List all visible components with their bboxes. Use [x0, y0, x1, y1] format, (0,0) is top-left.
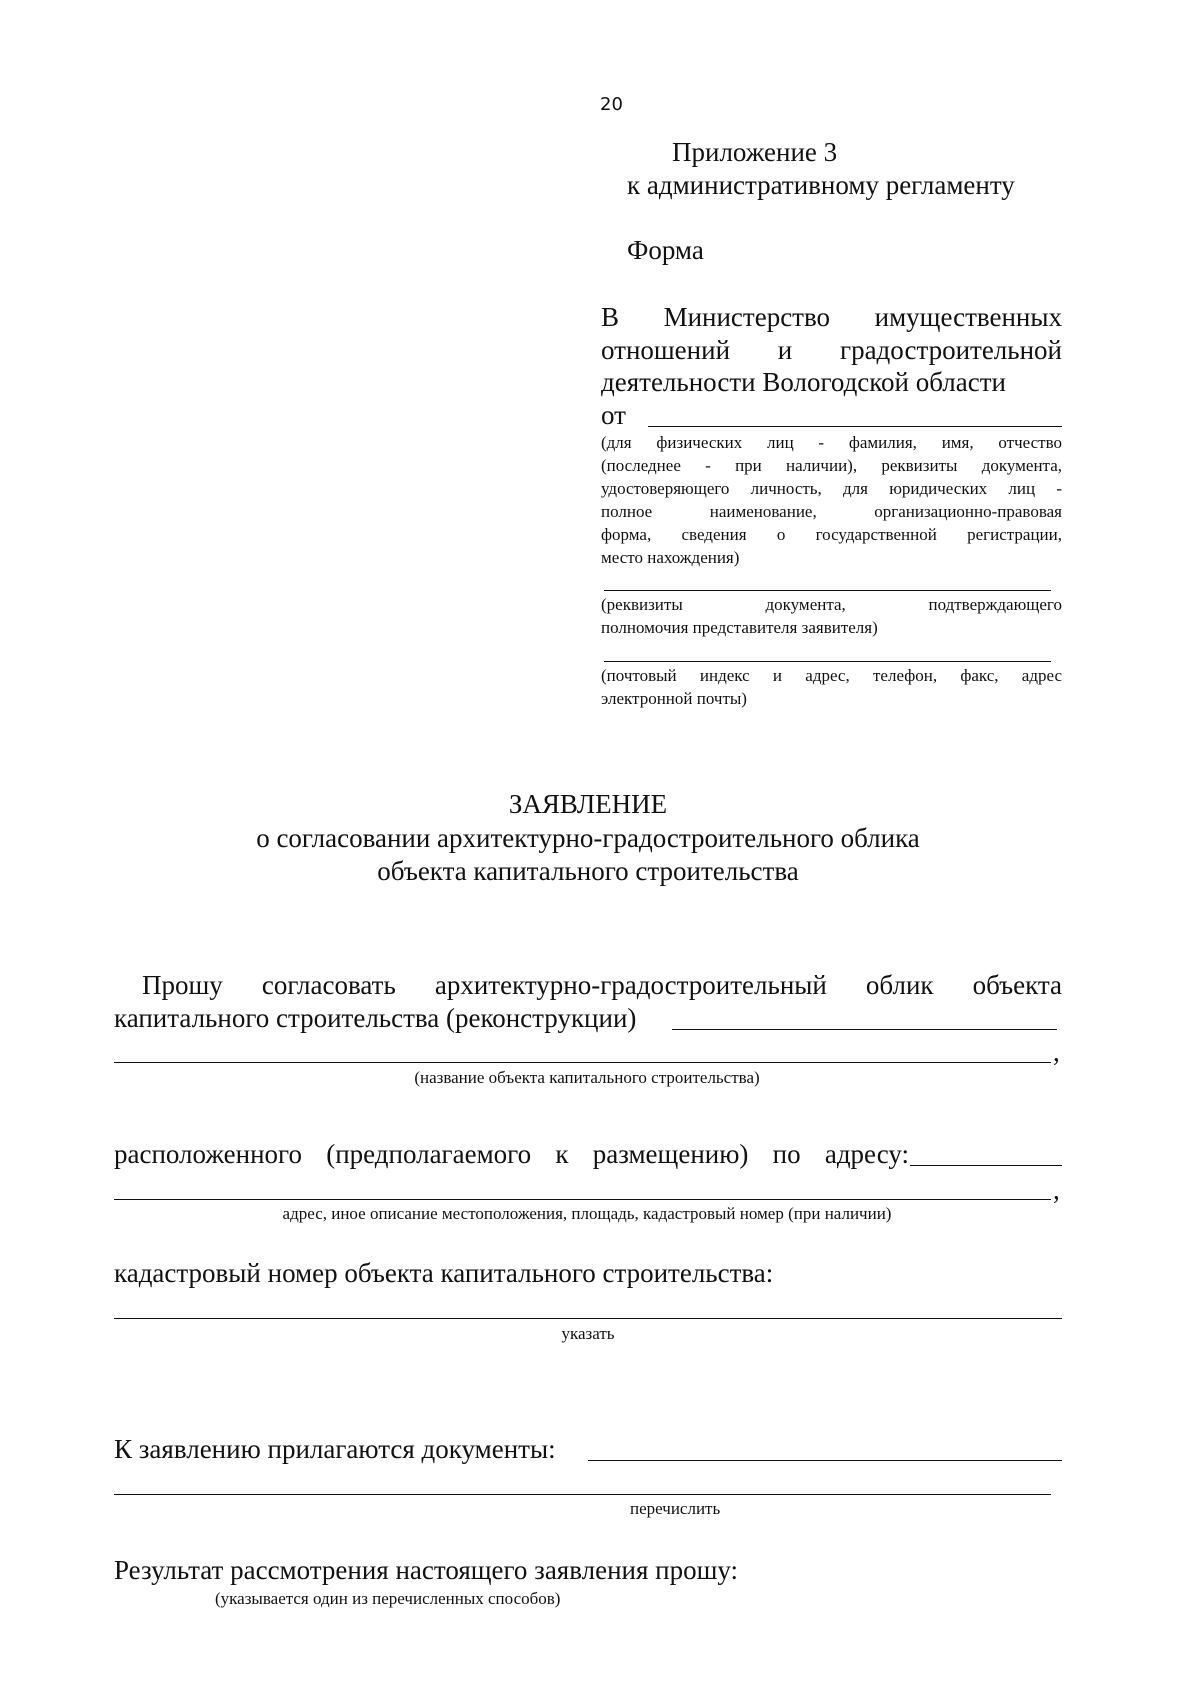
hint-contacts	[601, 664, 1062, 710]
request-line-1: Прошу согласовать архитектурно-градостроительный облик объекта	[142, 970, 1062, 1000]
documents-hint: перечислить	[630, 1499, 721, 1518]
result-hint: (указывается один из перечисленных способов)	[215, 1589, 561, 1608]
hint-representative	[601, 593, 1062, 639]
appendix-title: Приложение 3	[672, 137, 838, 167]
address-line: расположенного (предполагаемого к размещению) по адресу:	[114, 1139, 909, 1169]
addressee-line-2: отношений и градостроительной	[601, 335, 1062, 365]
cadastral-line: кадастровый номер объекта капитального строительства:	[114, 1258, 774, 1288]
hint-applicant-line: место нахождения)	[601, 548, 740, 567]
cadastral-hint: указать	[561, 1324, 615, 1343]
statement-heading: ЗАЯВЛЕНИЕ	[508, 789, 668, 819]
addressee-line-3: деятельности Вологодской области	[601, 367, 1006, 397]
hint-applicant	[601, 431, 1062, 569]
object-name-hint: (название объекта капитального строительства)	[414, 1068, 760, 1087]
statement-subheading-1: о согласовании архитектурно-градостроительного облика	[256, 823, 920, 853]
from-label: от	[601, 400, 626, 430]
from-field-line[interactable]	[648, 426, 1062, 427]
result-line: Результат рассмотрения настоящего заявления прошу:	[114, 1555, 739, 1585]
comma: ,	[1053, 1037, 1060, 1067]
hint-applicant-line: полное наименование, организационно-правовая	[601, 502, 1062, 521]
address-field-line-1[interactable]	[910, 1165, 1062, 1166]
hint-representative-line: (реквизиты документа, подтверждающего	[601, 595, 1062, 614]
hint-representative-line: полномочия представителя заявителя)	[601, 618, 878, 637]
hint-applicant-line: удостоверяющего личность, для юридических лиц -	[601, 479, 1062, 498]
documents-field-line-1[interactable]	[588, 1460, 1062, 1461]
hint-contacts-line: электронной почты)	[601, 689, 747, 708]
object-name-field-line-1[interactable]	[672, 1029, 1057, 1030]
comma: ,	[1053, 1175, 1060, 1205]
documents-field-line-2[interactable]	[114, 1494, 1051, 1495]
representative-field-line[interactable]	[604, 590, 1051, 591]
appendix-subtitle: к административному регламенту	[627, 170, 1015, 200]
form-label: Форма	[627, 235, 704, 265]
documents-line: К заявлению прилагаются документы:	[114, 1434, 556, 1464]
hint-contacts-line: (почтовый индекс и адрес, телефон, факс, адрес	[601, 666, 1062, 685]
address-hint: адрес, иное описание местоположения, площадь, кадастровый номер (при наличии)	[282, 1204, 892, 1223]
request-line-2: капитального строительства (реконструкции)	[114, 1003, 637, 1033]
hint-applicant-line: форма, сведения о государственной регистрации,	[601, 525, 1062, 544]
cadastral-field-line[interactable]	[114, 1318, 1062, 1319]
object-name-field-line-2[interactable]	[114, 1062, 1051, 1063]
hint-applicant-line: (для физических лиц - фамилия, имя, отчество	[601, 433, 1062, 452]
addressee-line-1: В Министерство имущественных	[601, 302, 1062, 332]
statement-subheading-2: объекта капитального строительства	[377, 856, 799, 886]
contacts-field-line[interactable]	[604, 661, 1051, 662]
hint-applicant-line: (последнее - при наличии), реквизиты документа,	[601, 456, 1062, 475]
page-number: 20	[600, 94, 623, 115]
address-field-line-2[interactable]	[114, 1199, 1051, 1200]
